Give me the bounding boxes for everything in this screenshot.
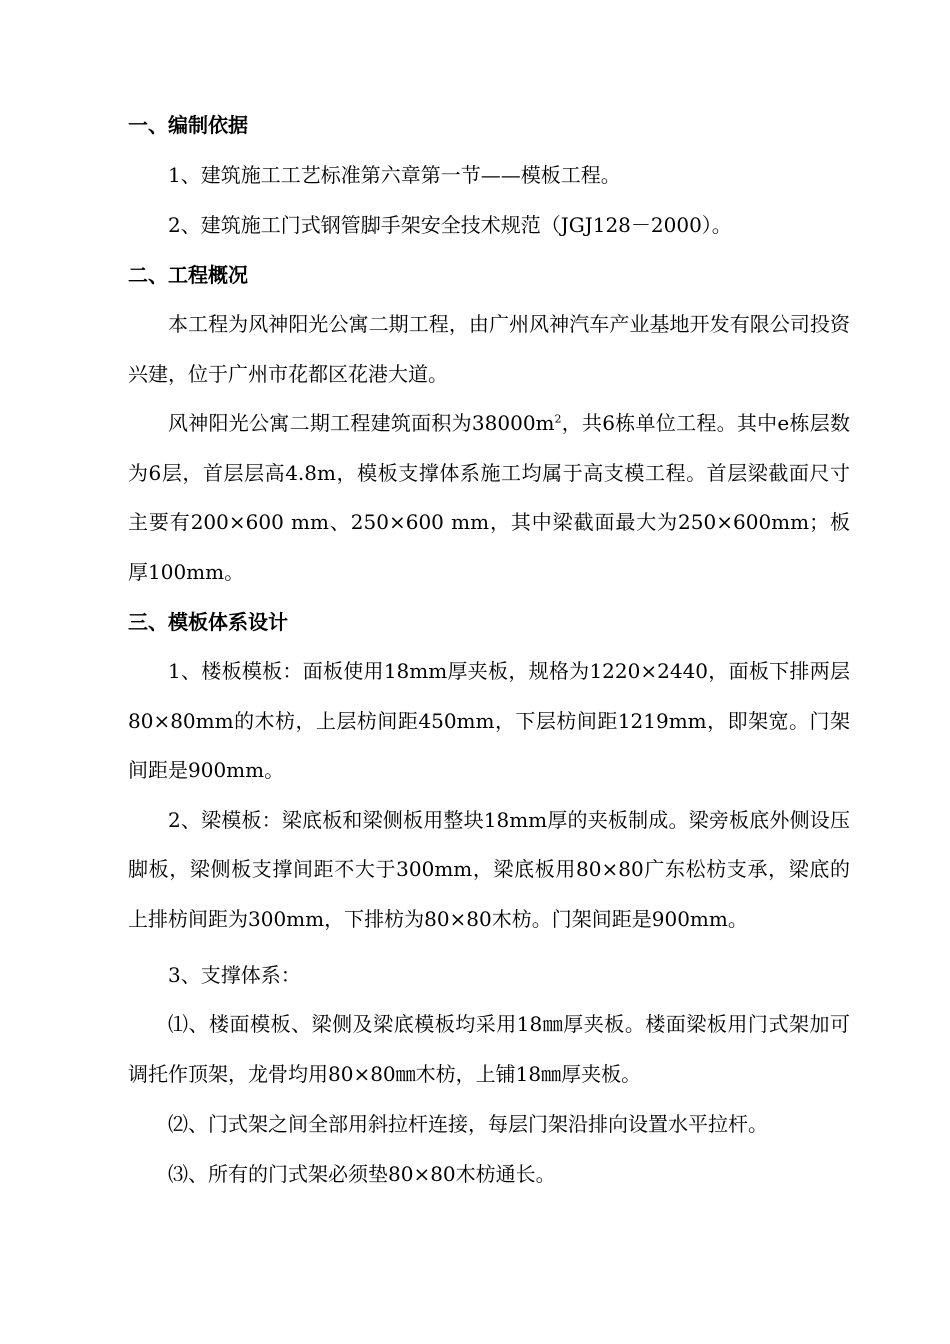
design-subheading-support: 3、支撑体系：	[168, 963, 301, 987]
section-heading-overview: 二、工程概况	[128, 263, 248, 287]
overview-paragraph-2-rest: ，共6栋单位工程。其中e栋层数为6层，首层层高4.8m，模板支撑体系施工均属于高支模工程。首层梁截面尺寸主要有200×600 mm、250×600 mm，其中梁截面最大为250×600mm；板厚100mm。	[128, 411, 850, 584]
design-paragraph-floor-formwork: 1、楼板模板：面板使用18mm厚夹板，规格为1220×2440，面板下排两层80×80mm的木枋，上层枋间距450mm，下层枋间距1219mm，即架宽。门架间距是900mm。	[128, 659, 850, 782]
section-heading-basis: 一、编制依据	[128, 113, 248, 137]
document-page	[128, 100, 850, 1199]
support-item-1: ⑴、楼面模板、梁侧及梁底模板均采用18㎜厚夹板。楼面梁板用门式架加可调托作顶架，龙骨均用80×80㎜木枋，上铺18㎜厚夹板。	[128, 1012, 850, 1086]
design-paragraph-beam-formwork: 2、梁模板：梁底板和梁侧板用整块18mm厚的夹板制成。梁旁板底外侧设压脚板，梁侧板支撑间距不大于300mm，梁底板用80×80广东松枋支承，梁底的上排枋间距为300mm，下排枋为80×80木枋。门架间距是900mm。	[128, 807, 850, 931]
basis-item-1: 1、建筑施工工艺标准第六章第一节——模板工程。	[168, 163, 621, 187]
support-item-3: ⑶、所有的门式架必须垫80×80木枋通长。	[168, 1162, 556, 1186]
support-item-2: ⑵、门式架之间全部用斜拉杆连接，每层门架沿排向设置水平拉杆。	[168, 1112, 768, 1136]
basis-item-2: 2、建筑施工门式钢管脚手架安全技术规范（JGJ128－2000）。	[168, 213, 732, 237]
overview-paragraph-2	[128, 399, 850, 597]
section-heading-design: 三、模板体系设计	[128, 610, 288, 634]
area-unit-superscript: 2	[554, 412, 562, 426]
overview-paragraph-1: 本工程为风神阳光公寓二期工程，由广州风神汽车产业基地开发有限公司投资兴建，位于广州市花都区花港大道。	[128, 312, 850, 386]
overview-paragraph-2-text: 风神阳光公寓二期工程建筑面积为38000m	[168, 411, 555, 435]
